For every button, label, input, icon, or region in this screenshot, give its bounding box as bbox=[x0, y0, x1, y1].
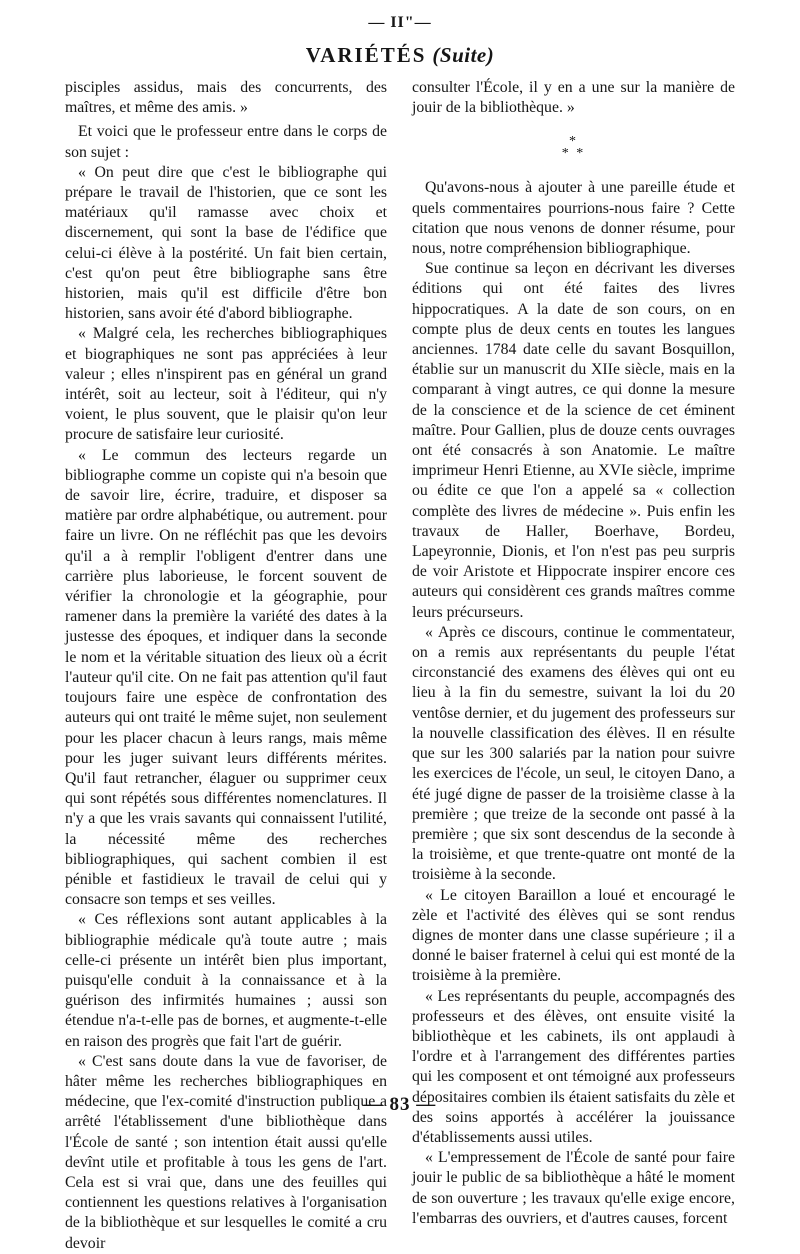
paragraph: Et voici que le professeur entre dans le corps de son sujet : bbox=[65, 123, 387, 161]
asterism-bottom: * * bbox=[561, 146, 586, 162]
section-title bbox=[0, 43, 800, 68]
asterism-divider bbox=[412, 136, 735, 160]
paragraph: pisciples assidus, mais des concurrents, des maîtres, et même des amis. » bbox=[65, 79, 387, 117]
paragraph: « Ces réflexions sont autant applicables à la bibliographie médicale qu'à toute autre ; mais celle-ci présente un intérêt bien plus important, puisqu'elle conduit à la connaissance et à la guérison des infirmités humaines ; aussi son étendue n'a-t-elle pas de bornes, et augmente-t-elle en raison des progrès que fait l'art de guérir. bbox=[65, 911, 387, 1050]
right-column bbox=[412, 78, 735, 1229]
section-subtitle: (Suite) bbox=[432, 43, 495, 67]
paragraph: « L'empressement de l'École de santé pour faire jouir le public de sa bibliothèque a hâté le moment de son ouverture ; les travaux qu'elle exige encore, l'embarras des ouvriers, et d'autres causes, forcent bbox=[412, 1149, 735, 1227]
paragraph: Qu'avons-nous à ajouter à une pareille étude et quels commentaires pourrions-nous faire ? Cette citation que nous venons de donner résume, pour nous, notre compréhension bibliographique. bbox=[412, 179, 735, 258]
paragraph: « On peut dire que c'est le bibliographe qui prépare le travail de l'historien, que ce sont les matériaux qu'il ramasse avec choix et discernement, qui sont la base de l'édifice que celui-ci élève à la postérité. Un fait bien certain, c'est qu'on peut être bibliographe sans être historien, mais qu'il est difficile d'être bon historien, sans avoir été d'abord bibliographe. bbox=[65, 163, 387, 323]
paragraph: « Les représentants du peuple, accompagnés des professeurs et des élèves, ont ensuite visité la bibliothèque et les cabinets, ils ont applaudi à l'ordre et à l'arrangement des différentes parties qui les composent et ont témoigné aux professeurs dépositaires combien ils étaient satisfaits du zèle et des soins apportés à accélérer la jouissance d'établissements aussi utiles. bbox=[412, 987, 735, 1146]
paragraph: « Le commun des lecteurs regarde un bibliographe comme un copiste qui n'a besoin que de savoir lire, écrire, traduire, et disposer sa matière par ordre alphabétique, ou autrement. pour faire un livre. On ne réfléchit pas que les devoirs qu'il a à remplir l'obligent d'entrer dans une carrière plus laborieuse, le forcent souvent de vérifier la chronologie et la géographie, pour ramener dans la première la variété des dates à la justesse des époques, et indiquer dans la seconde le nom et la véritable situation des lieux où a écrit l'auteur qu'il cite. On ne fait pas attention qu'il faut toujours faire une espèce de confrontation des auteurs qui ont traité le même sujet, non seulement pour les placer chacun à leurs rangs, mais même pour les juger suivant leurs différents mérites. Qu'il faut retrancher, élaguer ou supprimer ceux qui sont répétés sous différentes nomenclatures. Il n'y a que les vrais savants qui connaissent l'utilité, la nécessité même des recherches bibliographiques, qui sachent combien il est pénible et fastidieux le travail de celui qui y consacre son temps et ses veilles. bbox=[65, 446, 387, 909]
running-header-mark: — II"— bbox=[368, 14, 432, 31]
asterism-top: * bbox=[569, 134, 578, 150]
paragraph: consulter l'École, il y en a une sur la manière de jouir de la bibliothèque. » bbox=[412, 79, 735, 117]
paragraph: « C'est sans doute dans la vue de favoriser, de hâter même les recherches bibliographiques en médecine, que l'ex-comité d'instruction publique a arrêté l'établissement d'une bibliothèque dans l'École de santé ; son intention était aussi qu'elle devînt utile et profitable à tous les gens de l'art. Cela est si vrai que, dans une des feuilles qui contiennent les questions relatives à l'organisation de la bibliothèque et sur lesquelles le comité a cru devoir bbox=[65, 1052, 387, 1252]
page-number: — 83 — bbox=[363, 1094, 437, 1115]
section-title-text: VARIÉTÉS bbox=[305, 43, 427, 67]
paragraph: Sue continue sa leçon en décrivant les diverses éditions qui ont été faites des livres hippocratiques. A la date de son cours, on en compte plus de deux cents en toutes les langues anciennes. 1784 date celle du savant Bosquillon, établie sur un manuscrit du XIIe siècle, mais en la comparant à vingt autres, ce qui donne la mesure de la conscience et de la science de cet éminent maître. Pour Gallien, plus de douze cents ouvrages ont été consacrés à son Anatomie. Le maître imprimeur Henri Etienne, au XVIe siècle, imprime ou édite ce que l'on a appelé sa « collection complète des livres de médecine ». Puis enfin les travaux de Haller, Boerhave, Bordeu, Lapeyronnie, Dionis, et l'on n'est pas peu surpris de voir Aristote et Hippocrate inspirer encore ces auteurs qui considèrent ces grands maîtres comme leurs précurseurs. bbox=[412, 260, 735, 621]
paragraph: « Après ce discours, continue le commentateur, on a remis aux représentants du peuple l'état circonstancié des examens des élèves qui ont eu lieu à la fin du semestre, suivant la loi du 20 ventôse dernier, et du jugement des professeurs sur la nouvelle classification des élèves. Il en résulte que sur les 300 salariés par la nation pour suivre les exercices de l'école, un seul, le citoyen Dano, a été jugé digne de passer de la troisième classe à la première ; que treize de la seconde ont passé à la première ; que six sont descendus de la seconde à la troisième, et que trente-quatre ont monté de la troisième à la seconde. bbox=[412, 623, 735, 884]
left-column bbox=[65, 78, 387, 1254]
paragraph: « Malgré cela, les recherches bibliographiques et biographiques ne sont pas appréciées à leur valeur ; elles n'inspirent pas en général un grand intérêt, soit au lecteur, soit à l'éditeur, qui n'y voient, le plus souvent, que le plaisir qu'on leur procure de satisfaire leur curiosité. bbox=[65, 325, 387, 444]
paragraph: « Le citoyen Baraillon a loué et encouragé le zèle et l'activité des élèves qui se sont rendus dignes de monter dans une classe supérieure ; il a donné le baiser fraternel à celui qui est monté de la troisième à la première. bbox=[412, 886, 735, 985]
